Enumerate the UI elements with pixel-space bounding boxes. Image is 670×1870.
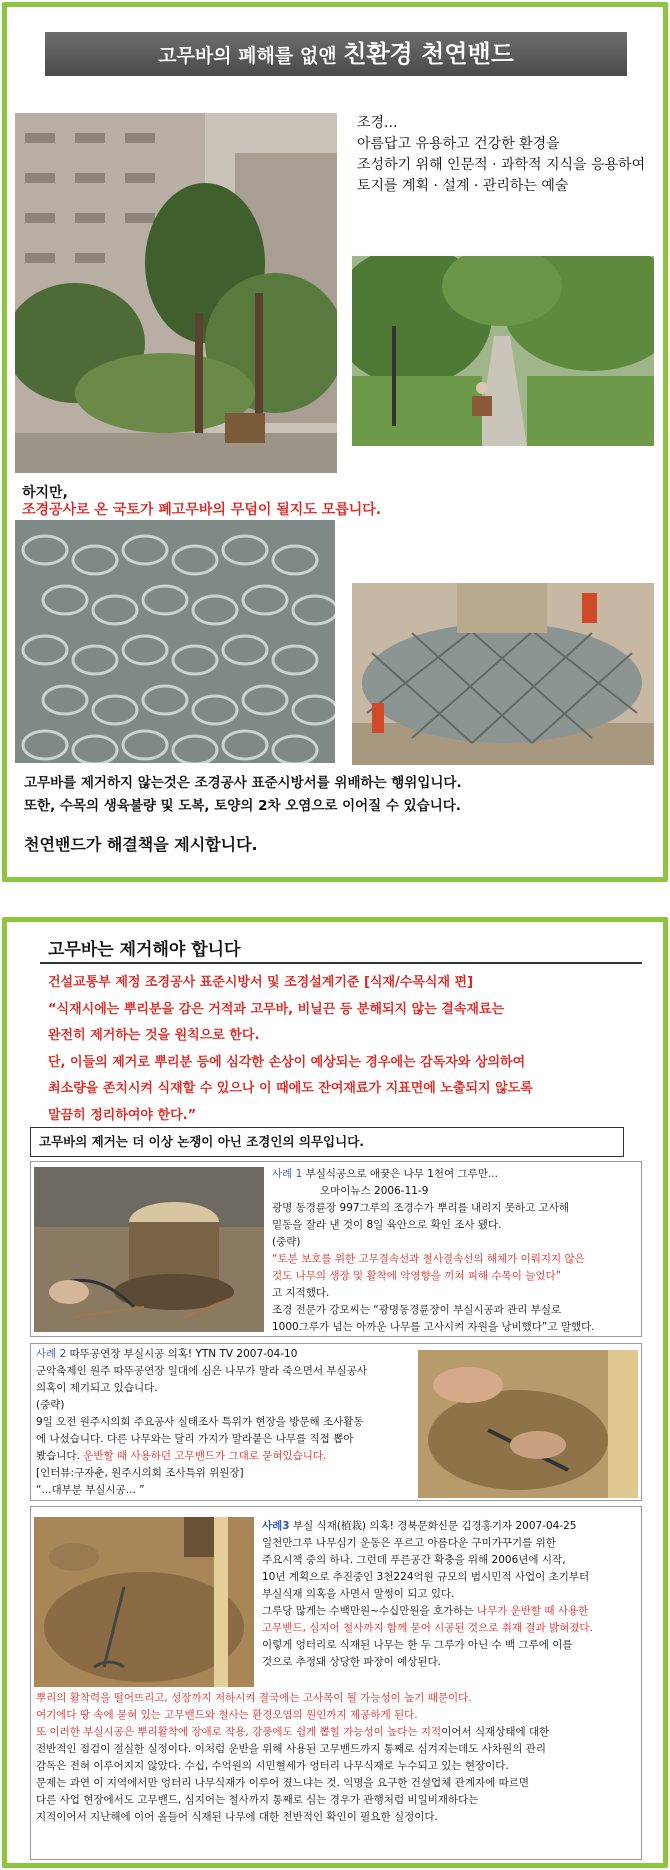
- violation-line-2: 또한, 수목의 생육불량 및 도복, 토양의 2차 오염으로 이어질 수 있습니다.: [24, 798, 461, 814]
- case-1-red-2: 것도 나무의 생장 및 활착에 악영향을 끼쳐 피해 수목이 늘었다”: [272, 1270, 562, 1282]
- definition-line-2: 아름답고 유용하고 건강한 환경을: [357, 136, 560, 152]
- case-1-tag: 사례 1: [272, 1168, 303, 1180]
- case-3-red-4: 여기에다 땅 속에 묻혀 있는 고무밴드와 철사는 환경오염의 원인까지 제공하게 된다.: [36, 1709, 418, 1721]
- banner-highlight: 친환경 천연밴드: [343, 40, 514, 68]
- case-2-red-1: 운반할 때 사용하던 고무밴드가 그대로 묻혀있습니다.: [83, 1450, 327, 1462]
- case-2-line-3: (중략): [36, 1399, 65, 1411]
- however-label: 하지만,: [22, 485, 68, 501]
- case-1-line-2: 밑동을 잘라 낸 것이 8일 육안으로 확인 조사 됐다.: [272, 1219, 502, 1231]
- violation-line-1: 고무바를 제거하지 않는것은 조경공사 표준시방서를 위배하는 행위입니다.: [24, 775, 462, 791]
- tree-stump-photo: [34, 1167, 264, 1332]
- case-3-line-14: 문제는 과연 이 지역에서만 엉터리 나무식재가 이루어 졌느냐는 것. 익명을 요구한 건설업체 관계자에 따르면: [36, 1777, 530, 1789]
- rubber-band-pile-photo: [15, 520, 335, 763]
- case-1-line-4: 고 지적했다.: [272, 1287, 330, 1299]
- case-3-line-12: 전반적인 점검이 절실한 실정이다. 이처럼 운반을 위해 사용된 고무밴드까지 통째로 심겨지는데도 사차원의 관리: [36, 1743, 546, 1755]
- case-3-red-2: 고무밴드, 심지어 철사까지 함께 묻어 시공된 것으로 취재 결과 밝혀졌다.: [262, 1622, 593, 1634]
- duty-box: [30, 1127, 624, 1157]
- case-3-tag: 사례3: [262, 1520, 290, 1532]
- case-3-line-11: 이어서 식재상태에 대한: [441, 1726, 550, 1738]
- quote-line-2: 완전히 제거하는 것을 원칙으로 한다.: [48, 1028, 260, 1043]
- case-3-line-5: 그루당 많게는 수백만원~수십만원을 호가하는: [262, 1605, 477, 1617]
- park-path-photo: [352, 256, 654, 446]
- case-1-line-3: (중략): [272, 1236, 301, 1248]
- quote-line-4: 최소량을 존치시켜 식재할 수 있으나 이 때에도 잔여재료가 지표면에 노출되지 않도록: [48, 1081, 533, 1096]
- apartment-garden-photo: [15, 113, 337, 473]
- case-3-line-1: 일천만그루 나무심기 운동은 푸르고 아름다운 구미가꾸기를 위한: [262, 1537, 556, 1549]
- landscape-definition: [357, 113, 657, 197]
- case-3-line-3: 10년 계획으로 추진중인 3천224억원 규모의 범시민적 사업이 초기부터: [262, 1571, 590, 1583]
- planted-stake-photo: [34, 1517, 254, 1687]
- title-banner: [45, 32, 627, 76]
- case-1-source: 오마이뉴스 2006-11-9: [320, 1185, 429, 1197]
- case-2-line-8: “...대부분 부실시공... ”: [36, 1484, 145, 1496]
- case-1-line-6: 1000그루가 넘는 아까운 나무를 고사시켜 자원을 낭비했다”고 말했다.: [272, 1321, 595, 1333]
- case-3-line-15: 다른 사업 현장에서도 고무밴드, 심지어는 철사까지 통째로 심는 경우가 관행처럼 비일비재하다는: [36, 1794, 479, 1806]
- banner-prefix: 고무바의 폐해를 없앤: [158, 45, 344, 67]
- case-3-red-3: 뿌리의 활착력을 떨어뜨리고, 성장까지 저하시켜 결국에는 고사목이 될 가능성이 높기 때문이다.: [36, 1692, 472, 1704]
- case-3-red-1: 나무가 운반할 때 사용한: [476, 1605, 589, 1617]
- case-2-tag: 사례 2: [36, 1348, 67, 1360]
- case-3-line-16: 지적이어서 지난해에 이어 올들어 식재된 나무에 대한 전반적인 확인이 필요한 실정이다.: [36, 1811, 438, 1823]
- case-1-text: [272, 1166, 638, 1336]
- root-ball-photo: [352, 583, 654, 765]
- warning-text: 조경공사로 온 국토가 폐고무바의 무덤이 될지도 모릅니다.: [22, 502, 382, 518]
- case-3-line-4: 부실식재 의혹을 사면서 말썽이 되고 있다.: [262, 1588, 455, 1600]
- case-3-line-13: 감독은 전혀 이루어지지 않았다. 수십, 수억원의 시민혈세가 엉터리 나무식재로 누수되고 있는 현장이다.: [36, 1760, 509, 1772]
- heading-rule: [40, 962, 642, 964]
- violation-text: [24, 772, 462, 818]
- case-2-line-7: [인터뷰:구자춘, 원주시의회 조사특위 위원장]: [36, 1467, 244, 1479]
- quote-line-5: 말끔히 정리하여야 한다.”: [48, 1107, 197, 1123]
- soil-dig-photo: [418, 1350, 638, 1498]
- case-2-text: [36, 1346, 416, 1499]
- quote-line-3: 단, 이들의 제거로 뿌리분 등에 심각한 손상이 예상되는 경우에는 감독자와 상의하여: [48, 1054, 526, 1070]
- case-3-line-8: 것으로 추정돼 상당한 파장이 예상된다.: [262, 1656, 441, 1668]
- case-3-line-7: 이렇게 엉터리로 식재된 나무는 한 두 그루가 아닌 수 백 그루에 이를: [262, 1639, 573, 1651]
- case-2-line-2: 의혹이 제기되고 있습니다.: [36, 1382, 158, 1394]
- quote-line-1: “식재시에는 뿌리분을 감은 거적과 고무바, 비닐끈 등 분해되지 않는 결속재료는: [48, 1001, 505, 1017]
- case-3-line-2: 주요시책 중의 하나. 그런데 푸른공간 확충을 위해 2006년에 시작,: [262, 1554, 566, 1566]
- case-3-title: 부실 식재(植栽) 의혹! 경북문화신문 김경홍기자 2007-04-25: [289, 1520, 577, 1532]
- case-1-red-1: “토분 보호를 위한 고무결속선과 철사결속선의 해체가 이뤄지지 않은: [272, 1253, 585, 1265]
- duty-text: 고무바의 제거는 더 이상 논쟁이 아닌 조경인의 의무입니다.: [39, 1134, 365, 1149]
- definition-line-1: 조경...: [357, 115, 398, 131]
- case-3-red-5: 또 이러한 부실시공은 뿌리활착에 장애로 작용, 강풍에도 쉽게 뽑힐 가능성이 높다는 지적: [36, 1726, 442, 1738]
- definition-line-4: 토지를 계획 · 설계 · 관리하는 예술: [357, 178, 569, 194]
- case-2-line-5: 에 나섰습니다. 다른 나무와는 달리 가지가 말라붙은 나무를 직접 뽑아: [36, 1433, 354, 1445]
- case-2-line-4: 9일 오전 원주시의회 주요공사 실태조사 특위가 현장을 방문해 조사활동: [36, 1416, 364, 1428]
- case-1-line-5: 조경 전문가 강모씨는 “광명동경륜장이 부실시공과 관리 부실로: [272, 1304, 562, 1316]
- case-2-line-1: 군악축제인 원주 따뚜공연장 일대에 심은 나무가 말라 죽으면서 부실공사: [36, 1365, 367, 1377]
- removal-heading: 고무바는 제거해야 합니다: [48, 940, 241, 960]
- standard-title: 건설교통부 제정 조경공사 표준시방서 및 조경설계기준 [식재/수목식재 편]: [48, 975, 474, 990]
- case-1-title: 부실식공으로 애꿎은 나무 1천여 그루만...: [302, 1168, 498, 1180]
- case-3-bottom-text: [36, 1690, 640, 1826]
- case-2-line-6: 봤습니다.: [36, 1450, 84, 1462]
- case-3-top-text: [262, 1518, 638, 1671]
- definition-line-3: 조성하기 위해 인문적 · 과학적 지식을 응용하여: [357, 157, 646, 173]
- standard-quote: [48, 970, 533, 1129]
- case-2-title: 따뚜공연장 부실시공 의혹! YTN TV 2007-04-10: [66, 1348, 298, 1360]
- case-1-line-1: 광명 동경륜장 997그루의 조경수가 뿌리를 내리지 못하고 고사해: [272, 1202, 569, 1214]
- conclusion-text: 천연밴드가 해결책을 제시합니다.: [24, 835, 258, 854]
